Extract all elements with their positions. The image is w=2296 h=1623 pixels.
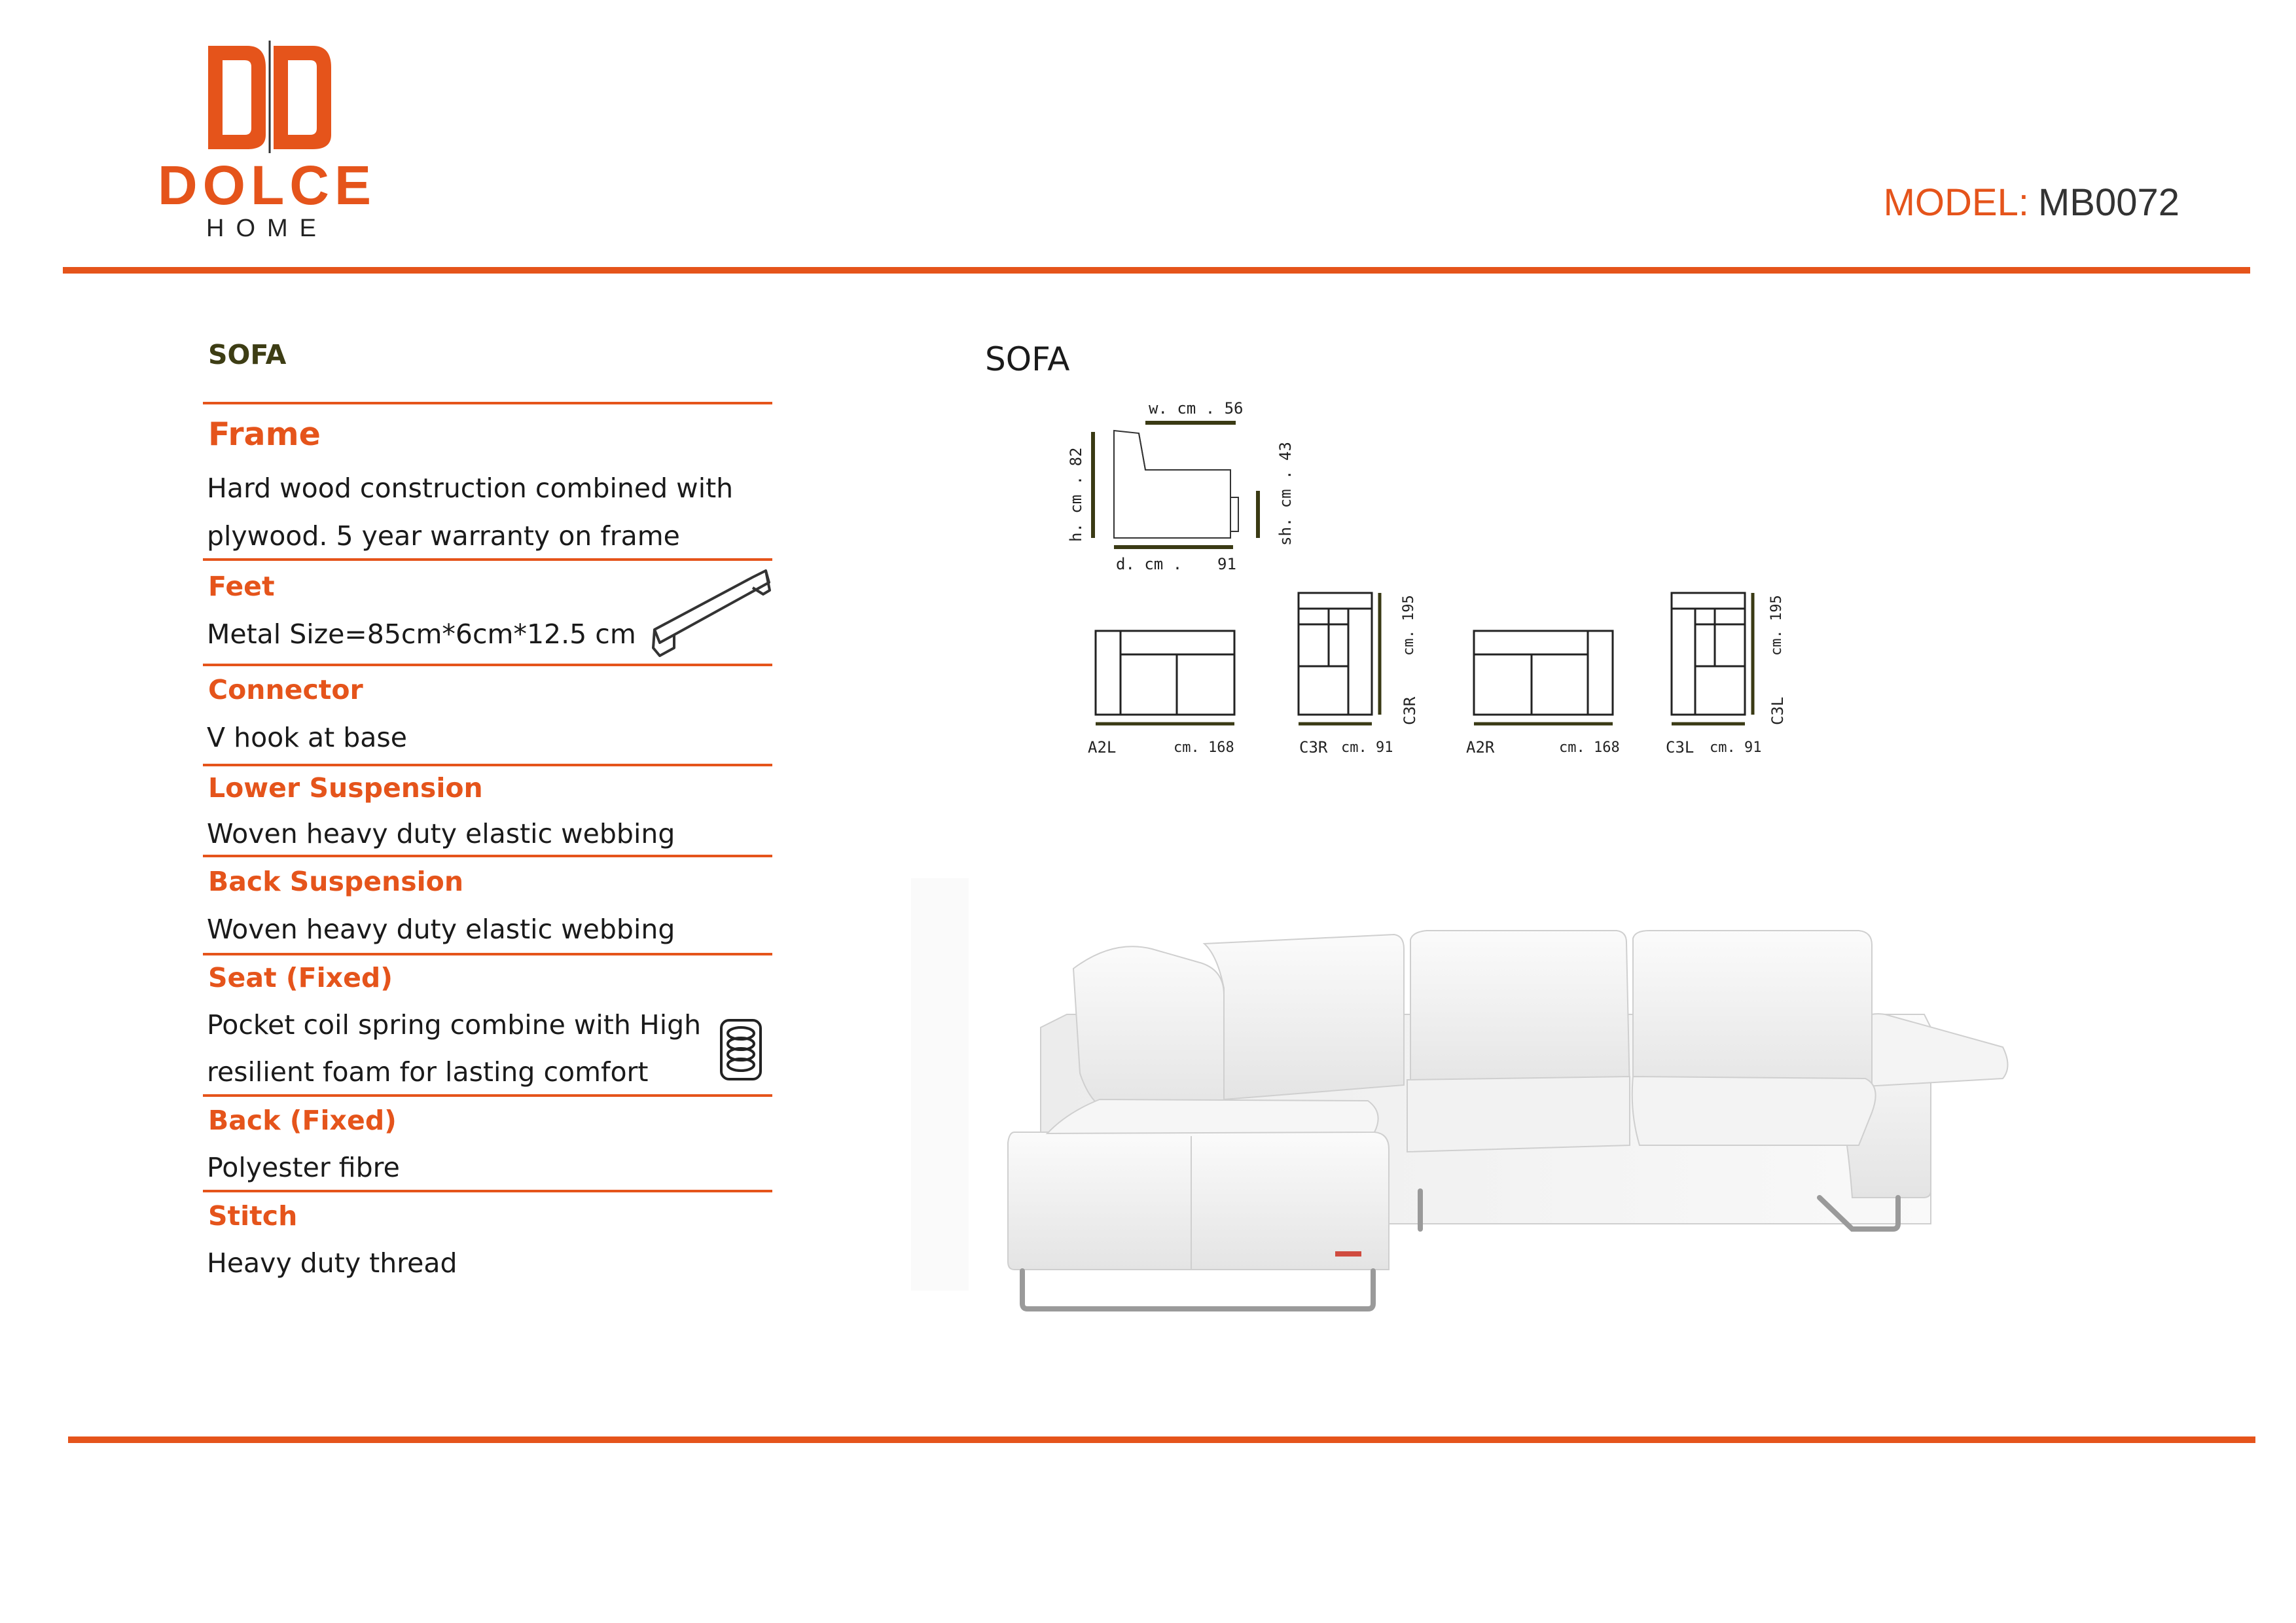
spec-divider [203,953,772,955]
spec-label-feet: Feet [208,571,275,602]
spec-text-back-suspension: Woven heavy duty elastic webbing [207,914,675,945]
diagram-title: SOFA [985,340,1070,378]
spec-label-lower-suspension: Lower Suspension [208,772,483,804]
spec-label-stitch: Stitch [208,1200,298,1232]
spec-text-seat-2: resilient foam for lasting comfort [207,1056,649,1088]
header-divider [63,267,2250,274]
feet-bar-icon [648,564,779,659]
spec-text-feet: Metal Size=85cm*6cm*12.5 cm [207,618,636,650]
photo-backdrop-strip [911,878,969,1291]
spec-divider [203,1190,772,1192]
module-dim-a2l: cm. 168 [1174,740,1234,756]
spec-text-lower-suspension: Woven heavy duty elastic webbing [207,818,675,849]
dim-depth-value: 91 [1217,555,1236,573]
spec-label-connector: Connector [208,674,363,705]
module-dim-c3r: cm. 91 [1341,740,1393,756]
spec-divider [203,664,772,666]
module-vdim-c3r: cm. 195 [1401,595,1417,656]
spec-divider [203,1094,772,1097]
spec-label-frame: Frame [208,416,321,453]
module-name-c3r: C3R [1299,738,1328,757]
module-name-c3l-vertical: C3L [1768,696,1787,725]
module-name-a2l: A2L [1088,738,1117,757]
spec-text-seat-1: Pocket coil spring combine with High [207,1009,702,1041]
module-dim-a2r: cm. 168 [1559,740,1620,756]
dim-seat-height: sh. cm . 43 [1276,442,1295,546]
footer-divider [68,1436,2255,1443]
sofa-photo [1001,916,2022,1335]
coil-spring-icon [719,1018,763,1082]
spec-title: SOFA [208,339,287,370]
brand-name: DOLCE [158,154,376,216]
dim-height: h. cm . 82 [1067,447,1085,542]
spec-text-back: Polyester fibre [207,1152,400,1183]
spec-text-frame-1: Hard wood construction combined with [207,473,734,504]
module-plans [1080,582,1833,753]
dim-width: w. cm . 56 [1149,399,1244,418]
module-name-c3l: C3L [1666,738,1695,757]
module-name-a2r: A2R [1466,738,1495,757]
spec-text-connector: V hook at base [207,722,407,753]
model-label [1884,181,2179,224]
module-vdim-c3l: cm. 195 [1768,595,1785,656]
spec-divider [203,558,772,561]
spec-label-seat: Seat (Fixed) [208,962,393,993]
brand-sub: HOME [206,215,328,242]
module-name-c3r-vertical: C3R [1401,696,1419,725]
dim-depth-label: d. cm . [1116,555,1183,573]
spec-text-stitch: Heavy duty thread [207,1247,457,1279]
module-dim-c3l: cm. 91 [1710,740,1762,756]
spec-label-back-suspension: Back Suspension [208,866,464,897]
model-key: MODEL: [1883,181,2029,224]
logo-mark-icon [149,38,385,156]
spec-divider [203,764,772,766]
spec-label-back: Back (Fixed) [208,1105,397,1136]
spec-text-frame-2: plywood. 5 year warranty on frame [207,520,680,552]
spec-divider [203,855,772,857]
model-value: MB0072 [2037,181,2179,224]
spec-divider [203,402,772,404]
